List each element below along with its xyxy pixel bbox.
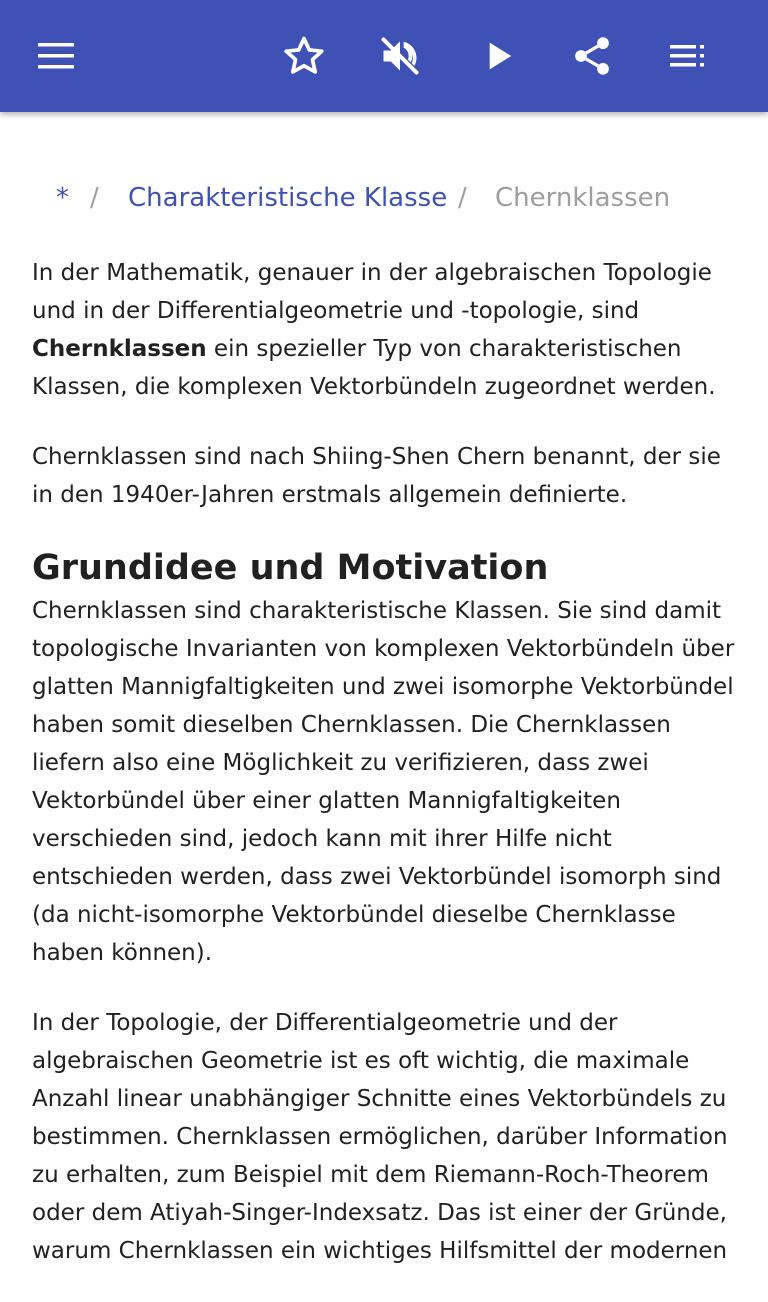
menu-button[interactable] <box>24 24 88 88</box>
favorite-button[interactable] <box>272 24 336 88</box>
intro-paragraph <box>32 254 736 406</box>
breadcrumb-separator: / <box>458 183 467 213</box>
intro-text-start: In der Mathematik, genauer in der algebraischen Topologie und in der Differentialgeometrie und -topologie, sind <box>32 260 712 324</box>
breadcrumb-parent-link[interactable]: Charakteristische Klasse <box>128 183 448 213</box>
paragraph: Chernklassen sind nach Shiing-Shen Chern benannt, der sie in den 1940er-Jahren erstmals allgemein definierte. <box>32 444 721 508</box>
mute-button[interactable] <box>368 24 432 88</box>
contents-button[interactable] <box>656 24 720 88</box>
playlist-icon <box>668 36 708 76</box>
breadcrumb-current: Chernklassen <box>495 183 671 213</box>
breadcrumb <box>32 180 736 220</box>
share-icon <box>570 34 614 78</box>
breadcrumb-separator: / <box>90 183 99 213</box>
share-button[interactable] <box>560 24 624 88</box>
intro-text-end: ein spezieller Typ von charakteristischen Klassen, die komplexen Vektorbündeln zugeordnet werden. <box>32 336 716 400</box>
paragraph: Chernklassen sind charakteristische Klassen. Sie sind damit topologische Invarianten von komplexen Vektorbündeln über glatten Mannigfaltigkeiten und zwei isomorphe Vektorbündel haben somit dieselben Chernklassen. Die Chernklassen liefern also eine Möglichkeit zu verifizieren, dass zwei Vektorbündel über einer glatten Mannigfaltigkeiten verschieden sind, jedoch kann mit ihrer Hilfe nicht entschieden werden, dass zwei Vektorbündel isomorph sind (da nicht-isomorphe Vektorbündel dieselbe Chernklasse haben können). <box>32 598 735 966</box>
volume-off-icon <box>378 34 422 78</box>
play-button[interactable] <box>466 24 530 88</box>
article-body <box>32 254 736 1302</box>
play-icon <box>478 36 518 76</box>
app-bar <box>0 0 768 112</box>
menu-icon <box>36 36 76 76</box>
breadcrumb-home-link[interactable]: * <box>56 183 69 213</box>
star-outline-icon <box>282 34 326 78</box>
paragraph: In der Topologie, der Differentialgeometrie und der algebraischen Geometrie ist es oft wichtig, die maximale Anzahl linear unabhängiger Schnitte eines Vektorbündels zu bestimmen. Chernklassen ermöglichen, darüber Information zu erhalten, zum Beispiel mit dem Riemann-Roch-Theorem oder dem Atiyah-Singer-Indexsatz. Das ist einer der Gründe, warum Chernklassen ein wichtiges Hilfsmittel der modernen <box>32 1010 728 1264</box>
intro-bold-term: Chernklassen <box>32 336 207 362</box>
section-heading: Grundidee und Motivation <box>32 548 549 588</box>
